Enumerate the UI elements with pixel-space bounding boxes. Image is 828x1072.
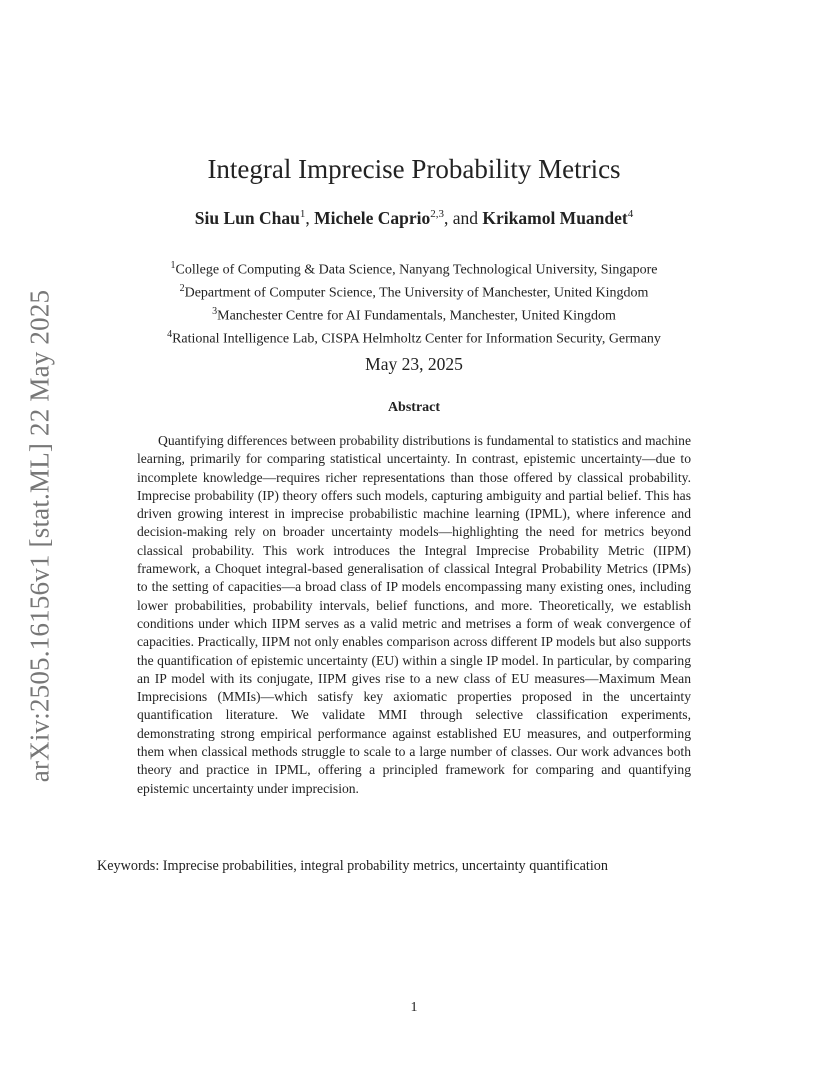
affiliation-line xyxy=(0,303,828,326)
author-separator: , xyxy=(305,208,315,228)
paper-title: Integral Imprecise Probability Metrics xyxy=(207,154,621,184)
keywords: Keywords: Imprecise probabilities, integral probability metrics, uncertainty quantification xyxy=(97,858,608,874)
author-name: Krikamol Muandet xyxy=(482,208,628,228)
author-affiliation-marker: 1 xyxy=(299,208,306,221)
author-affiliation-marker: 4 xyxy=(627,208,634,221)
affiliation-marker: 1 xyxy=(170,260,176,271)
author-list xyxy=(0,208,828,229)
affiliation-line xyxy=(0,326,828,349)
author-affiliation-marker: 2,3 xyxy=(430,208,444,221)
author-name: Michele Caprio xyxy=(314,208,431,228)
affiliation-line xyxy=(0,257,828,280)
arxiv-identifier-stamp: arXiv:2505.16156v1 [stat.ML] 22 May 2025 xyxy=(24,289,55,783)
publication-date: May 23, 2025 xyxy=(365,354,463,374)
affiliation-marker: 4 xyxy=(167,329,173,341)
affiliation-text: Department of Computer Science, The University of Manchester, United Kingdom xyxy=(184,285,649,301)
affiliation-line xyxy=(0,280,828,303)
affiliation-text: College of Computing & Data Science, Nanyang Technological University, Singapore xyxy=(175,262,658,278)
affiliation-text: Manchester Centre for AI Fundamentals, Manchester, United Kingdom xyxy=(217,308,616,324)
page-number: 1 xyxy=(410,1000,418,1015)
affiliation-marker: 3 xyxy=(212,306,218,318)
abstract-body: Quantifying differences between probability distributions is fundamental to statistics and machine learning, primarily for comparing statistical uncertainty. In contrast, epistemic uncertainty—due to incomplete knowledge—requires richer representations than those offered by classical probability. Imprecise probability (IP) theory offers such models, capturing ambiguity and partial belief. This has driven growing interest in imprecise probabilistic machine learning (IPML), where inference and decision-making rely on broader uncertainty models—highlighting the need for metrics beyond classical probability. This work introduces the Integral Imprecise Probability Metric (IIPM) framework, a Choquet integral-based generalisation of classical Integral Probability Metrics (IPMs) to the setting of capacities—a broad class of IP models encompassing many existing ones, including lower probabilities, probability intervals, belief functions, and more. Theoretically, we establish conditions under which IIPM serves as a valid metric and metrises a form of weak convergence of capacities. Practically, IIPM not only enables comparison across different IP models but also supports the quantification of epistemic uncertainty (EU) within a single IP model. In particular, by comparing an IP model with its conjugate, IIPM gives rise to a new class of EU measures—Maximum Mean Imprecisions (MMIs)—which satisfy key axiomatic properties proposed in the uncertainty quantification literature. We validate MMI through selective classification experiments, demonstrating strong empirical performance against established EU measures, and outperforming them when classical methods struggle to scale to a large number of classes. Our work advances both theory and practice in IPML, offering a principled framework for comparing and quantifying epistemic uncertainty under imprecision. xyxy=(137,433,691,796)
author-separator: , and xyxy=(443,208,483,228)
affiliation-marker: 2 xyxy=(179,283,185,295)
affiliation-list xyxy=(0,257,828,350)
abstract-heading: Abstract xyxy=(387,400,441,415)
affiliation-text: Rational Intelligence Lab, CISPA Helmholtz Center for Information Security, Germany xyxy=(172,332,661,348)
author-name: Siu Lun Chau xyxy=(194,208,300,228)
